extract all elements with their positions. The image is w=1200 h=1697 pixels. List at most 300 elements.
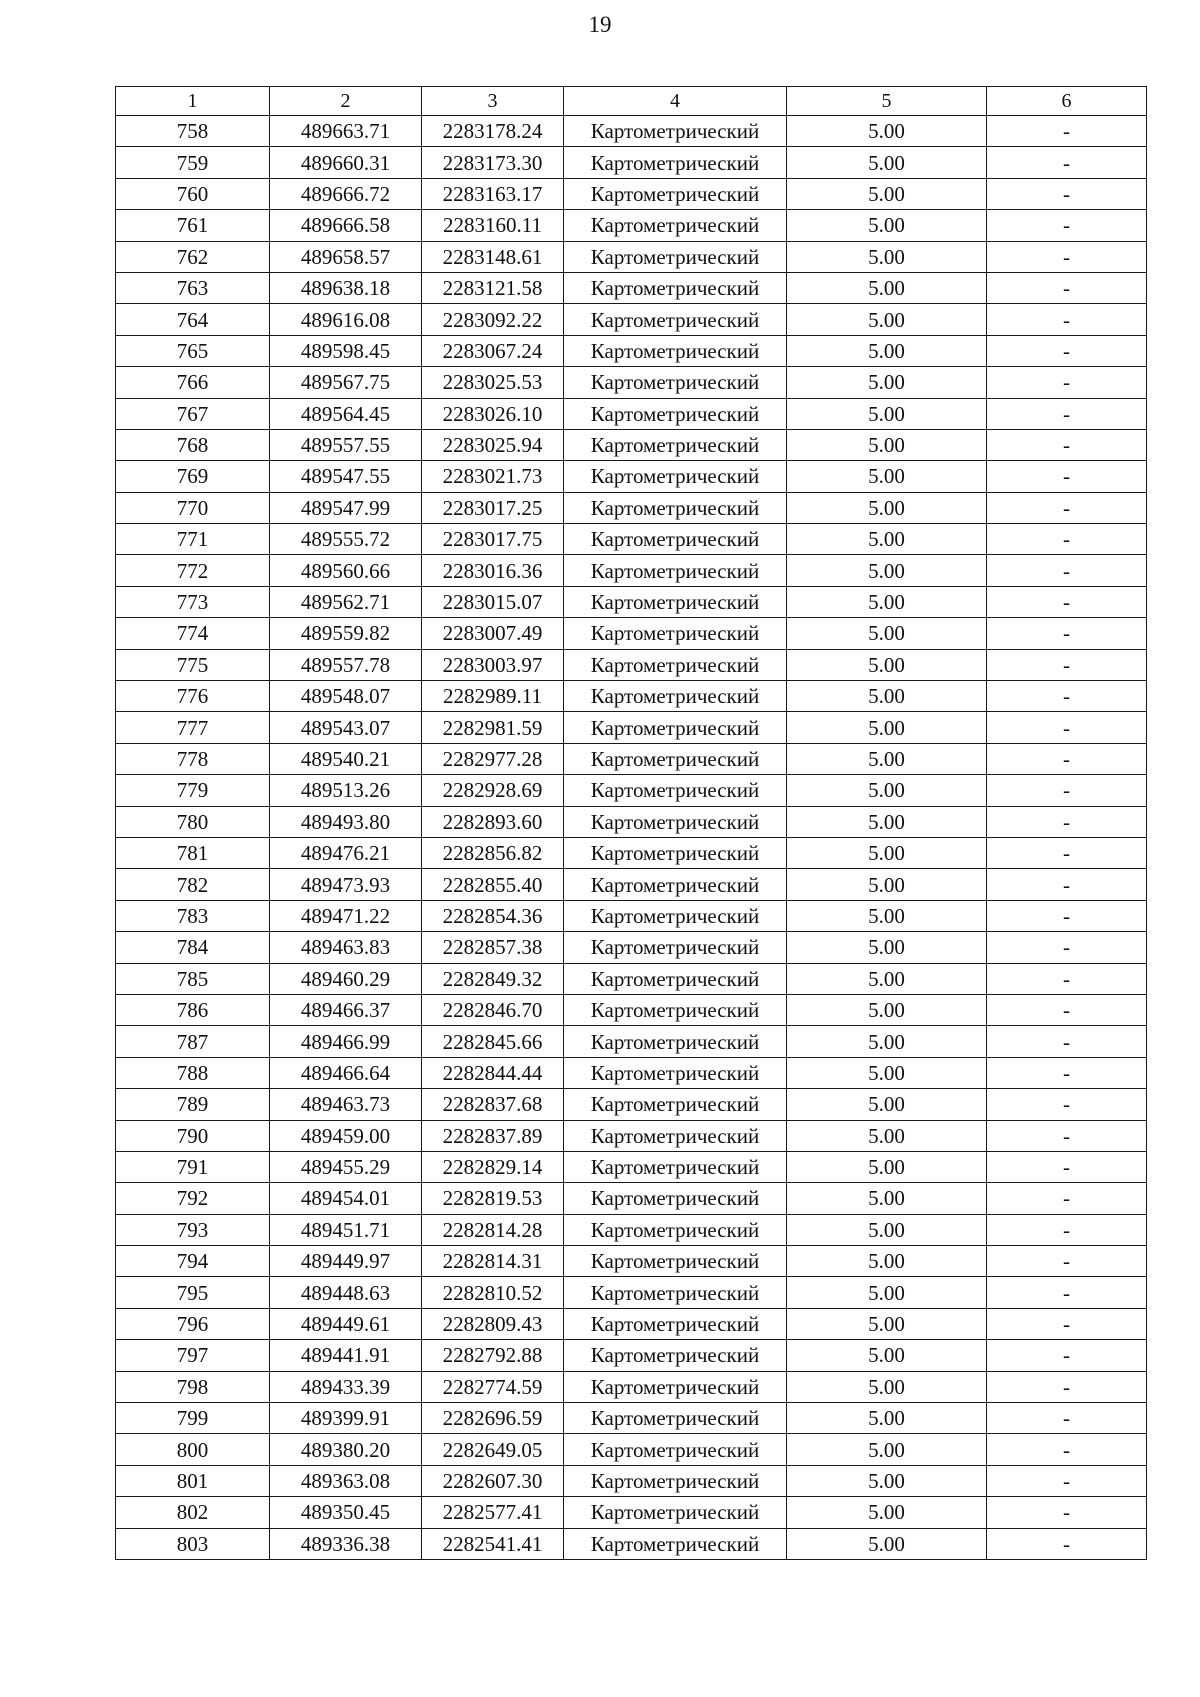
accuracy-cell: 5.00 (787, 1183, 987, 1214)
description-cell: - (987, 210, 1147, 241)
x-coordinate-cell: 489466.64 (270, 1057, 422, 1088)
description-cell: - (987, 712, 1147, 743)
table-row (116, 210, 1147, 241)
y-coordinate-cell: 2282829.14 (422, 1151, 564, 1182)
method-cell: Картометрический (564, 1497, 787, 1528)
table-row (116, 335, 1147, 366)
y-coordinate-cell: 2282792.88 (422, 1340, 564, 1371)
accuracy-cell: 5.00 (787, 932, 987, 963)
x-coordinate-cell: 489658.57 (270, 241, 422, 272)
y-coordinate-cell: 2282837.89 (422, 1120, 564, 1151)
x-coordinate-cell: 489493.80 (270, 806, 422, 837)
y-coordinate-cell: 2283067.24 (422, 335, 564, 366)
y-coordinate-cell: 2282857.38 (422, 932, 564, 963)
accuracy-cell: 5.00 (787, 1089, 987, 1120)
description-cell: - (987, 304, 1147, 335)
table-row (116, 1497, 1147, 1528)
method-cell: Картометрический (564, 304, 787, 335)
x-coordinate-cell: 489555.72 (270, 524, 422, 555)
point-number-cell: 802 (116, 1497, 270, 1528)
x-coordinate-cell: 489547.55 (270, 461, 422, 492)
description-cell: - (987, 649, 1147, 680)
accuracy-cell: 5.00 (787, 492, 987, 523)
column-header-1: 1 (116, 87, 270, 116)
description-cell: - (987, 1403, 1147, 1434)
table-row (116, 837, 1147, 868)
x-coordinate-cell: 489666.58 (270, 210, 422, 241)
y-coordinate-cell: 2283025.94 (422, 429, 564, 460)
method-cell: Картометрический (564, 178, 787, 209)
table-row (116, 367, 1147, 398)
table-row (116, 555, 1147, 586)
x-coordinate-cell: 489448.63 (270, 1277, 422, 1308)
y-coordinate-cell: 2283003.97 (422, 649, 564, 680)
table-row (116, 806, 1147, 837)
table-row (116, 963, 1147, 994)
x-coordinate-cell: 489666.72 (270, 178, 422, 209)
description-cell: - (987, 586, 1147, 617)
accuracy-cell: 5.00 (787, 1528, 987, 1559)
point-number-cell: 764 (116, 304, 270, 335)
method-cell: Картометрический (564, 994, 787, 1025)
y-coordinate-cell: 2282696.59 (422, 1403, 564, 1434)
method-cell: Картометрический (564, 492, 787, 523)
accuracy-cell: 5.00 (787, 461, 987, 492)
y-coordinate-cell: 2283163.17 (422, 178, 564, 209)
y-coordinate-cell: 2283017.25 (422, 492, 564, 523)
point-number-cell: 781 (116, 837, 270, 868)
description-cell: - (987, 147, 1147, 178)
y-coordinate-cell: 2283173.30 (422, 147, 564, 178)
point-number-cell: 778 (116, 743, 270, 774)
table-row (116, 869, 1147, 900)
accuracy-cell: 5.00 (787, 241, 987, 272)
y-coordinate-cell: 2282814.31 (422, 1246, 564, 1277)
accuracy-cell: 5.00 (787, 775, 987, 806)
y-coordinate-cell: 2282981.59 (422, 712, 564, 743)
description-cell: - (987, 994, 1147, 1025)
method-cell: Картометрический (564, 429, 787, 460)
accuracy-cell: 5.00 (787, 1340, 987, 1371)
y-coordinate-cell: 2282649.05 (422, 1434, 564, 1465)
accuracy-cell: 5.00 (787, 1214, 987, 1245)
accuracy-cell: 5.00 (787, 1434, 987, 1465)
description-cell: - (987, 555, 1147, 586)
method-cell: Картометрический (564, 335, 787, 366)
method-cell: Картометрический (564, 1465, 787, 1496)
method-cell: Картометрический (564, 461, 787, 492)
x-coordinate-cell: 489441.91 (270, 1340, 422, 1371)
table-row (116, 241, 1147, 272)
table-row (116, 1120, 1147, 1151)
accuracy-cell: 5.00 (787, 178, 987, 209)
method-cell: Картометрический (564, 806, 787, 837)
y-coordinate-cell: 2283025.53 (422, 367, 564, 398)
method-cell: Картометрический (564, 1403, 787, 1434)
description-cell: - (987, 743, 1147, 774)
point-number-cell: 759 (116, 147, 270, 178)
y-coordinate-cell: 2282849.32 (422, 963, 564, 994)
method-cell: Картометрический (564, 869, 787, 900)
point-number-cell: 794 (116, 1246, 270, 1277)
y-coordinate-cell: 2282837.68 (422, 1089, 564, 1120)
description-cell: - (987, 806, 1147, 837)
point-number-cell: 796 (116, 1308, 270, 1339)
y-coordinate-cell: 2282855.40 (422, 869, 564, 900)
method-cell: Картометрический (564, 1340, 787, 1371)
table-row (116, 586, 1147, 617)
point-number-cell: 775 (116, 649, 270, 680)
x-coordinate-cell: 489547.99 (270, 492, 422, 523)
point-number-cell: 761 (116, 210, 270, 241)
description-cell: - (987, 1214, 1147, 1245)
description-cell: - (987, 241, 1147, 272)
method-cell: Картометрический (564, 147, 787, 178)
method-cell: Картометрический (564, 241, 787, 272)
accuracy-cell: 5.00 (787, 335, 987, 366)
table-row (116, 398, 1147, 429)
point-number-cell: 758 (116, 116, 270, 147)
x-coordinate-cell: 489363.08 (270, 1465, 422, 1496)
method-cell: Картометрический (564, 116, 787, 147)
method-cell: Картометрический (564, 1089, 787, 1120)
table-row (116, 1277, 1147, 1308)
table-row (116, 1183, 1147, 1214)
x-coordinate-cell: 489616.08 (270, 304, 422, 335)
y-coordinate-cell: 2283015.07 (422, 586, 564, 617)
x-coordinate-cell: 489466.37 (270, 994, 422, 1025)
x-coordinate-cell: 489557.78 (270, 649, 422, 680)
accuracy-cell: 5.00 (787, 1246, 987, 1277)
method-cell: Картометрический (564, 1026, 787, 1057)
method-cell: Картометрический (564, 837, 787, 868)
description-cell: - (987, 272, 1147, 303)
description-cell: - (987, 1434, 1147, 1465)
y-coordinate-cell: 2282607.30 (422, 1465, 564, 1496)
point-number-cell: 800 (116, 1434, 270, 1465)
accuracy-cell: 5.00 (787, 994, 987, 1025)
table-header-row (116, 87, 1147, 116)
method-cell: Картометрический (564, 367, 787, 398)
description-cell: - (987, 116, 1147, 147)
description-cell: - (987, 618, 1147, 649)
description-cell: - (987, 178, 1147, 209)
point-number-cell: 791 (116, 1151, 270, 1182)
y-coordinate-cell: 2283092.22 (422, 304, 564, 335)
table-row (116, 1057, 1147, 1088)
y-coordinate-cell: 2283178.24 (422, 116, 564, 147)
description-cell: - (987, 492, 1147, 523)
table-row (116, 272, 1147, 303)
accuracy-cell: 5.00 (787, 116, 987, 147)
y-coordinate-cell: 2282774.59 (422, 1371, 564, 1402)
accuracy-cell: 5.00 (787, 1403, 987, 1434)
y-coordinate-cell: 2282810.52 (422, 1277, 564, 1308)
accuracy-cell: 5.00 (787, 1057, 987, 1088)
y-coordinate-cell: 2282846.70 (422, 994, 564, 1025)
x-coordinate-cell: 489449.97 (270, 1246, 422, 1277)
method-cell: Картометрический (564, 1528, 787, 1559)
point-number-cell: 765 (116, 335, 270, 366)
table-row (116, 743, 1147, 774)
description-cell: - (987, 1528, 1147, 1559)
table-row (116, 775, 1147, 806)
y-coordinate-cell: 2282809.43 (422, 1308, 564, 1339)
x-coordinate-cell: 489463.73 (270, 1089, 422, 1120)
description-cell: - (987, 1308, 1147, 1339)
x-coordinate-cell: 489454.01 (270, 1183, 422, 1214)
description-cell: - (987, 1026, 1147, 1057)
x-coordinate-cell: 489336.38 (270, 1528, 422, 1559)
accuracy-cell: 5.00 (787, 1151, 987, 1182)
y-coordinate-cell: 2283007.49 (422, 618, 564, 649)
description-cell: - (987, 524, 1147, 555)
column-header-3: 3 (422, 87, 564, 116)
point-number-cell: 769 (116, 461, 270, 492)
accuracy-cell: 5.00 (787, 1026, 987, 1057)
y-coordinate-cell: 2283148.61 (422, 241, 564, 272)
description-cell: - (987, 1151, 1147, 1182)
description-cell: - (987, 1183, 1147, 1214)
x-coordinate-cell: 489660.31 (270, 147, 422, 178)
point-number-cell: 772 (116, 555, 270, 586)
x-coordinate-cell: 489463.83 (270, 932, 422, 963)
method-cell: Картометрический (564, 555, 787, 586)
y-coordinate-cell: 2283121.58 (422, 272, 564, 303)
y-coordinate-cell: 2282541.41 (422, 1528, 564, 1559)
x-coordinate-cell: 489466.99 (270, 1026, 422, 1057)
method-cell: Картометрический (564, 963, 787, 994)
x-coordinate-cell: 489560.66 (270, 555, 422, 586)
method-cell: Картометрический (564, 618, 787, 649)
description-cell: - (987, 1120, 1147, 1151)
table-row (116, 1340, 1147, 1371)
table-row (116, 1465, 1147, 1496)
x-coordinate-cell: 489449.61 (270, 1308, 422, 1339)
description-cell: - (987, 1089, 1147, 1120)
point-number-cell: 766 (116, 367, 270, 398)
point-number-cell: 785 (116, 963, 270, 994)
description-cell: - (987, 398, 1147, 429)
method-cell: Картометрический (564, 712, 787, 743)
point-number-cell: 788 (116, 1057, 270, 1088)
accuracy-cell: 5.00 (787, 869, 987, 900)
accuracy-cell: 5.00 (787, 555, 987, 586)
x-coordinate-cell: 489663.71 (270, 116, 422, 147)
table-row (116, 304, 1147, 335)
method-cell: Картометрический (564, 775, 787, 806)
x-coordinate-cell: 489380.20 (270, 1434, 422, 1465)
y-coordinate-cell: 2282856.82 (422, 837, 564, 868)
accuracy-cell: 5.00 (787, 398, 987, 429)
point-number-cell: 799 (116, 1403, 270, 1434)
table-row (116, 116, 1147, 147)
x-coordinate-cell: 489471.22 (270, 900, 422, 931)
table-row (116, 1308, 1147, 1339)
accuracy-cell: 5.00 (787, 1308, 987, 1339)
accuracy-cell: 5.00 (787, 837, 987, 868)
coordinates-table (115, 86, 1147, 1560)
point-number-cell: 787 (116, 1026, 270, 1057)
point-number-cell: 779 (116, 775, 270, 806)
method-cell: Картометрический (564, 1246, 787, 1277)
x-coordinate-cell: 489460.29 (270, 963, 422, 994)
description-cell: - (987, 1057, 1147, 1088)
method-cell: Картометрический (564, 1120, 787, 1151)
accuracy-cell: 5.00 (787, 618, 987, 649)
x-coordinate-cell: 489559.82 (270, 618, 422, 649)
y-coordinate-cell: 2283160.11 (422, 210, 564, 241)
accuracy-cell: 5.00 (787, 524, 987, 555)
y-coordinate-cell: 2283017.75 (422, 524, 564, 555)
accuracy-cell: 5.00 (787, 681, 987, 712)
method-cell: Картометрический (564, 272, 787, 303)
description-cell: - (987, 1277, 1147, 1308)
column-header-5: 5 (787, 87, 987, 116)
table-row (116, 994, 1147, 1025)
table-row (116, 429, 1147, 460)
table-row (116, 1089, 1147, 1120)
point-number-cell: 789 (116, 1089, 270, 1120)
description-cell: - (987, 335, 1147, 366)
point-number-cell: 790 (116, 1120, 270, 1151)
y-coordinate-cell: 2282844.44 (422, 1057, 564, 1088)
method-cell: Картометрический (564, 210, 787, 241)
point-number-cell: 786 (116, 994, 270, 1025)
point-number-cell: 770 (116, 492, 270, 523)
y-coordinate-cell: 2282893.60 (422, 806, 564, 837)
x-coordinate-cell: 489564.45 (270, 398, 422, 429)
description-cell: - (987, 1465, 1147, 1496)
description-cell: - (987, 367, 1147, 398)
point-number-cell: 760 (116, 178, 270, 209)
table-row (116, 1528, 1147, 1559)
accuracy-cell: 5.00 (787, 1371, 987, 1402)
table-row (116, 1434, 1147, 1465)
method-cell: Картометрический (564, 1057, 787, 1088)
description-cell: - (987, 932, 1147, 963)
method-cell: Картометрический (564, 1277, 787, 1308)
y-coordinate-cell: 2282577.41 (422, 1497, 564, 1528)
method-cell: Картометрический (564, 524, 787, 555)
table-row (116, 712, 1147, 743)
table-row (116, 1246, 1147, 1277)
method-cell: Картометрический (564, 1371, 787, 1402)
accuracy-cell: 5.00 (787, 712, 987, 743)
method-cell: Картометрический (564, 743, 787, 774)
accuracy-cell: 5.00 (787, 1120, 987, 1151)
point-number-cell: 767 (116, 398, 270, 429)
point-number-cell: 803 (116, 1528, 270, 1559)
x-coordinate-cell: 489598.45 (270, 335, 422, 366)
y-coordinate-cell: 2282819.53 (422, 1183, 564, 1214)
column-header-2: 2 (270, 87, 422, 116)
description-cell: - (987, 963, 1147, 994)
accuracy-cell: 5.00 (787, 147, 987, 178)
method-cell: Картометрический (564, 1183, 787, 1214)
x-coordinate-cell: 489451.71 (270, 1214, 422, 1245)
description-cell: - (987, 461, 1147, 492)
method-cell: Картометрический (564, 1151, 787, 1182)
accuracy-cell: 5.00 (787, 649, 987, 680)
point-number-cell: 797 (116, 1340, 270, 1371)
x-coordinate-cell: 489543.07 (270, 712, 422, 743)
y-coordinate-cell: 2282989.11 (422, 681, 564, 712)
y-coordinate-cell: 2282977.28 (422, 743, 564, 774)
point-number-cell: 798 (116, 1371, 270, 1402)
method-cell: Картометрический (564, 398, 787, 429)
table-row (116, 1026, 1147, 1057)
point-number-cell: 795 (116, 1277, 270, 1308)
x-coordinate-cell: 489459.00 (270, 1120, 422, 1151)
table-row (116, 1151, 1147, 1182)
point-number-cell: 776 (116, 681, 270, 712)
table-row (116, 1371, 1147, 1402)
accuracy-cell: 5.00 (787, 806, 987, 837)
accuracy-cell: 5.00 (787, 367, 987, 398)
accuracy-cell: 5.00 (787, 304, 987, 335)
table-body (116, 116, 1147, 1560)
point-number-cell: 773 (116, 586, 270, 617)
description-cell: - (987, 900, 1147, 931)
method-cell: Картометрический (564, 1308, 787, 1339)
table-row (116, 900, 1147, 931)
table-row (116, 147, 1147, 178)
point-number-cell: 792 (116, 1183, 270, 1214)
accuracy-cell: 5.00 (787, 272, 987, 303)
description-cell: - (987, 1246, 1147, 1277)
y-coordinate-cell: 2282814.28 (422, 1214, 564, 1245)
table-row (116, 681, 1147, 712)
table-row (116, 618, 1147, 649)
x-coordinate-cell: 489476.21 (270, 837, 422, 868)
y-coordinate-cell: 2283016.36 (422, 555, 564, 586)
point-number-cell: 763 (116, 272, 270, 303)
method-cell: Картометрический (564, 586, 787, 617)
y-coordinate-cell: 2282928.69 (422, 775, 564, 806)
page-number: 19 (588, 12, 612, 37)
method-cell: Картометрический (564, 900, 787, 931)
x-coordinate-cell: 489540.21 (270, 743, 422, 774)
accuracy-cell: 5.00 (787, 210, 987, 241)
method-cell: Картометрический (564, 649, 787, 680)
description-cell: - (987, 1497, 1147, 1528)
x-coordinate-cell: 489562.71 (270, 586, 422, 617)
point-number-cell: 801 (116, 1465, 270, 1496)
x-coordinate-cell: 489567.75 (270, 367, 422, 398)
accuracy-cell: 5.00 (787, 1497, 987, 1528)
table-row (116, 1214, 1147, 1245)
x-coordinate-cell: 489557.55 (270, 429, 422, 460)
description-cell: - (987, 837, 1147, 868)
table-row (116, 1403, 1147, 1434)
y-coordinate-cell: 2282845.66 (422, 1026, 564, 1057)
point-number-cell: 784 (116, 932, 270, 963)
x-coordinate-cell: 489433.39 (270, 1371, 422, 1402)
accuracy-cell: 5.00 (787, 743, 987, 774)
table-row (116, 461, 1147, 492)
x-coordinate-cell: 489513.26 (270, 775, 422, 806)
table-row (116, 649, 1147, 680)
point-number-cell: 782 (116, 869, 270, 900)
description-cell: - (987, 681, 1147, 712)
y-coordinate-cell: 2283021.73 (422, 461, 564, 492)
method-cell: Картометрический (564, 681, 787, 712)
description-cell: - (987, 869, 1147, 900)
x-coordinate-cell: 489399.91 (270, 1403, 422, 1434)
x-coordinate-cell: 489455.29 (270, 1151, 422, 1182)
table-row (116, 524, 1147, 555)
